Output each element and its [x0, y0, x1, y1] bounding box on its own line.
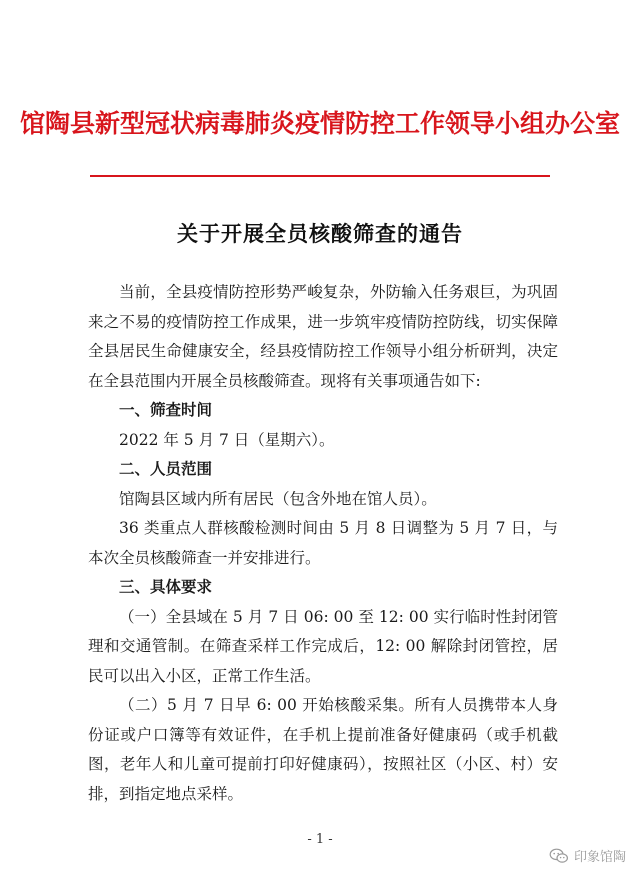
red-divider: [90, 175, 550, 177]
section-scope-paragraph-2: 36 类重点人群核酸检测时间由 5 月 8 日调整为 5 月 7 日，与本次全员核酸筛查一并安排进行。: [88, 519, 558, 567]
section-scope-paragraph-1: 馆陶县区域内所有居民（包含外地在馆人员）。: [119, 489, 437, 508]
document-body: [88, 278, 558, 809]
section-requirements-paragraph-1: （一）全县域在 5 月 7 日 06: 00 至 12: 00 实行临时性封闭管理和交通管制。在筛查采样工作完成后，12: 00 解除封闭管控，居民可以出入小区，正常工作生活。: [88, 607, 558, 685]
section-time-paragraph: 2022 年 5 月 7 日（星期六）。: [119, 430, 335, 449]
issuer-header: 馆陶县新型冠状病毒肺炎疫情防控工作领导小组办公室: [19, 109, 620, 138]
wechat-icon: [549, 848, 569, 864]
document-title: 关于开展全员核酸筛查的通告: [177, 221, 463, 246]
section-requirements-paragraph-2: （二）5 月 7 日早 6: 00 开始核酸采集。所有人员携带本人身份证或户口簿等有效证件，在手机上提前准备好健康码（或手机截图，老年人和儿童可提前打印好健康码），按照社区（小区、村）安排，到指定地点采样。: [88, 696, 558, 803]
intro-paragraph: 当前，全县疫情防控形势严峻复杂，外防输入任务艰巨，为巩固来之不易的疫情防控工作成果，进一步筑牢疫情防控防线，切实保障全县居民生命健康安全，经县疫情防控工作领导小组分析研判，决定在全县范围内开展全员核酸筛查。现将有关事项通告如下:: [88, 283, 558, 390]
section-heading-requirements: 三、具体要求: [119, 578, 213, 596]
watermark-text: 印象馆陶: [573, 850, 626, 865]
watermark: [549, 846, 626, 865]
section-heading-time: 一、筛查时间: [119, 401, 213, 419]
section-heading-scope: 二、人员范围: [119, 460, 213, 478]
page-number: - 1 -: [307, 832, 333, 847]
